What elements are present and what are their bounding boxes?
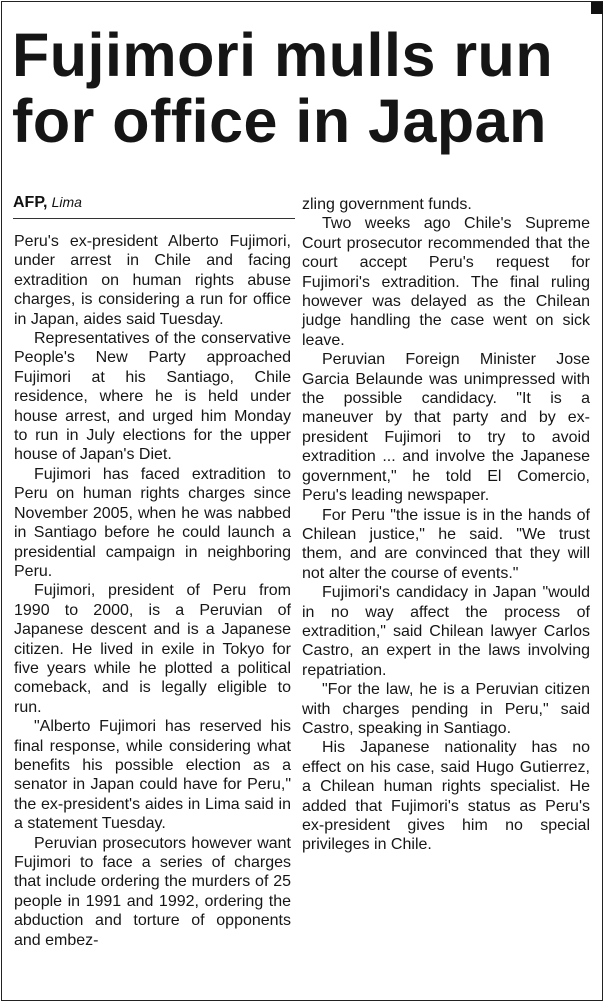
paragraph: Fujimori's candidacy in Japan "would in no way affect the process of extradition," said Chilean lawyer Carlos Castro, an expert in the laws involving repatriation. bbox=[302, 584, 590, 679]
paragraph: For Peru "the issue is in the hands of Chilean justice," he said. "We trust them, and are convinced that they will not alter the course of events." bbox=[302, 506, 590, 582]
paragraph: Two weeks ago Chile's Supreme Court prosecutor recommended that the court accept Peru's request for Fujimori's extradition. The final ruling however was delayed as the Chilean judge handling the case went on sick leave. bbox=[302, 215, 590, 349]
paragraph: Fujimori has faced extradition to Peru on human rights charges since November 2005, when he was nabbed in Santiago before he could launch a presidential campaign in neighboring Peru. bbox=[14, 465, 291, 580]
article-column-right bbox=[302, 195, 590, 855]
paragraph: Representatives of the conservative People's New Party approached Fujimori at his Santiago, Chile residence, where he is held under house arrest, and urged him Monday to run in July elections for the upper house of Japan's Diet. bbox=[14, 330, 291, 464]
paragraph: Peruvian Foreign Minister Jose Garcia Belaunde was unimpressed with the possible candidacy. "It is a maneuver by that party and by ex-president Fujimori to try to avoid extradition ... and involve the Japanese government," he told El Comercio, Peru's leading newspaper. bbox=[302, 351, 590, 505]
paragraph-continued: zling government funds. bbox=[302, 196, 472, 213]
paragraph: "For the law, he is a Peruvian citizen with charges pending in Peru," said Castro, speaking in Santiago. bbox=[302, 681, 590, 737]
paragraph: His Japanese nationality has no effect on his case, said Hugo Gutierrez, a Chilean human rights specialist. He added that Fujimori's status as Peru's ex-president gives him no special privileges in Chile. bbox=[302, 739, 590, 854]
byline-place: Lima bbox=[51, 194, 82, 210]
headline-line-2: for office in Japan bbox=[12, 87, 547, 155]
headline bbox=[12, 22, 596, 154]
article-column-left bbox=[14, 232, 291, 950]
paragraph: Peru's ex-president Alberto Fujimori, under arrest in Chile and facing extradition on human rights abuse charges, is considering a run for office in Japan, aides said Tuesday. bbox=[14, 233, 291, 328]
byline-agency: AFP, bbox=[13, 194, 48, 211]
paragraph: "Alberto Fujimori has reserved his final response, while considering what benefits his possible election as a senator in Japan could have for Peru," the ex-president's aides in Lima said in a statement Tuesday. bbox=[14, 718, 291, 833]
headline-line-1: Fujimori mulls run bbox=[12, 21, 554, 89]
corner-mark bbox=[591, 2, 603, 14]
paragraph: Peruvian prosecutors however want Fujimori to face a series of charges that include ordering the murders of 25 people in 1991 and 1992, ordering the abduction and torture of opponents and embez- bbox=[14, 834, 291, 949]
paragraph: Fujimori, president of Peru from 1990 to 2000, is a Peruvian of Japanese descent and is a Japanese citizen. He lived in exile in Tokyo for five years while he plotted a political comeback, and is legally eligible to run. bbox=[14, 582, 291, 716]
byline bbox=[13, 192, 295, 219]
